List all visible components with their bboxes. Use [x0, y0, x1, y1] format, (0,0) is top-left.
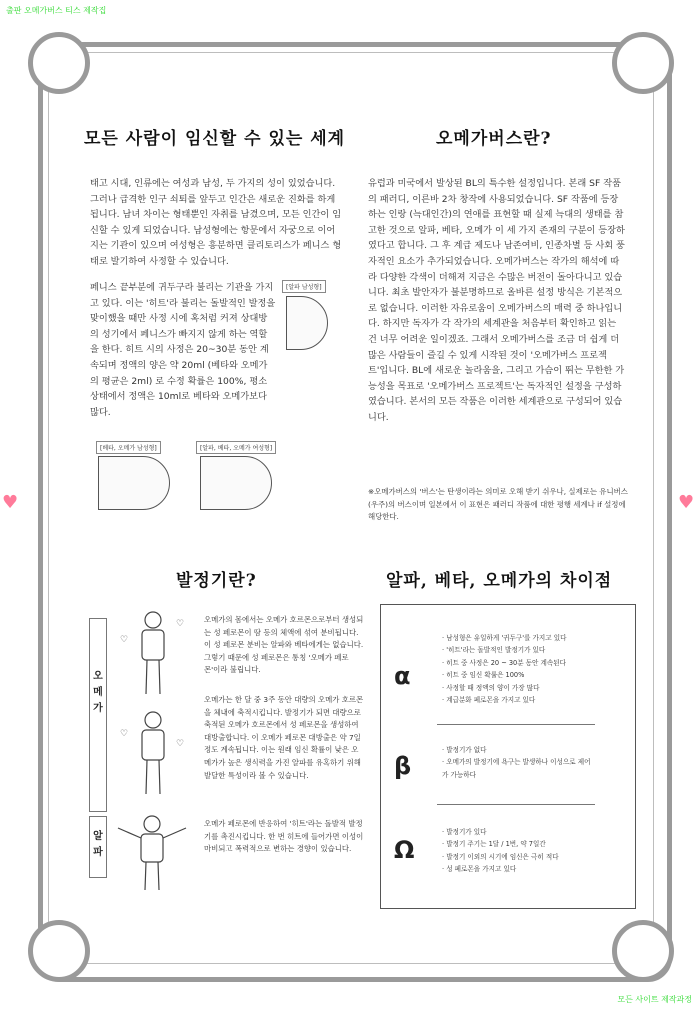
heat-paragraph-3: 오메가 페로몬에 반응하여 '히트'라는 돌발적 발정기를 촉진시킵니다. 한 번 히트에 들어가면 이성이 마비되고 폭력적으로 변하는 경향이 있습니다.	[204, 819, 364, 854]
heart-icon: ♥	[2, 492, 19, 513]
alpha-figure-illustration	[112, 812, 192, 892]
svg-text:♡: ♡	[176, 739, 185, 749]
svg-text:♡: ♡	[120, 729, 129, 739]
section-title-world: 모든 사람이 임신할 수 있는 세계	[84, 129, 346, 149]
corner-curl-icon	[28, 920, 90, 982]
corner-text-bottom: 모든 사이트 제작과정	[617, 995, 692, 1004]
corner-curl-icon	[612, 920, 674, 982]
world-paragraph-1: 태고 시대, 인류에는 여성과 남성, 두 가지의 성이 있었습니다. 그러나 급격한 인구 쇠퇴를 앞두고 인간은 새로운 진화를 하게 됩니다. 남녀 차이는 형태뿐인 자취를 남겼으며, 모든 인간이 임신할 수 있게 되었습니다. 남성형에는 항문에서 자궁으로 이어지는 기관이 있으며 여성형은 흥분하면 클리토리스가 페니스 형태로 발기하여 사정할 수 있습니다.	[90, 178, 342, 267]
beta-symbol: β	[394, 752, 412, 780]
heart-icon: ♥	[678, 492, 695, 513]
caption-female: [알파, 베타, 오메가 여성형]	[196, 441, 276, 454]
list-item: · 성 페로몬을 가지고 있다	[442, 863, 559, 875]
caption-beta-omega-male: [베타, 오메가 남성형]	[96, 441, 161, 454]
alpha-traits-list	[442, 632, 567, 706]
beta-traits-list	[442, 744, 592, 781]
list-item: · 발정기 주기는 1달 / 1번, 약 7일간	[442, 838, 559, 850]
list-item: · 오메가의 발정기에 욕구는 발생하나 이성으로 제어가 가능하다	[442, 756, 592, 781]
omega-figure-illustration	[118, 706, 188, 798]
section-title-omegaverse: 오메가버스란?	[436, 129, 552, 149]
corner-curl-icon	[28, 32, 90, 94]
heat-paragraph-2: 오메가는 한 달 중 3주 동안 대량의 오메가 호르몬을 체내에 축적시킵니다. 발정기가 되면 대량으로 축적된 오메가 호르몬에서 성 페로몬을 생성하여 대방출합니다. 이 오메가 페로몬 대방출은 약 7일 정도 계속됩니다. 이는 원래 임신 확률이 낮은 오메가가 높은 생식력을 가진 알파를 유혹하기 위해 발달한 특성이라 볼 수 있습니다.	[204, 695, 364, 780]
list-item: · '히트'라는 돌발적인 발정기가 있다	[442, 644, 567, 656]
label-omega: 오 메 가	[89, 618, 107, 812]
heat-paragraph-1: 오메가의 몸에서는 오메가 호르몬으로부터 생성되는 성 페로몬이 땀 등의 체액에 섞여 분비됩니다. 이 성 페로몬 분비는 알파와 베타에게는 없습니다. 그렇기 때문에 성 페로몬은 통칭 '오메가 페로몬'이라 불립니다.	[204, 615, 364, 675]
alpha-symbol: α	[394, 662, 411, 690]
list-item: · 발정기가 없다	[442, 744, 592, 756]
list-item: · 계급분화 페로몬을 가지고 있다	[442, 694, 567, 706]
divider	[437, 804, 595, 805]
list-item: · 발정기가 있다	[442, 826, 559, 838]
omega-traits-list	[442, 826, 559, 876]
list-item: · 발정기 이외의 시기에 임신은 극히 적다	[442, 851, 559, 863]
list-item: · 히트 중 임신 확률은 100%	[442, 669, 567, 681]
caption-alpha-male: [알파 남성형]	[282, 280, 326, 293]
svg-text:♡: ♡	[120, 635, 129, 645]
list-item: · 남성형은 유일하게 '귀두구'를 가지고 있다	[442, 632, 567, 644]
corner-text-top: 출판 오메가버스 티스 제작집	[6, 6, 107, 15]
omega-symbol: Ω	[394, 836, 415, 864]
section-title-heat: 발정기란?	[176, 571, 257, 591]
divider	[437, 724, 595, 725]
corner-curl-icon	[612, 32, 674, 94]
label-alpha: 알 파	[89, 816, 107, 878]
world-paragraph-2: 페니스 끝부분에 귀두구라 불리는 기관을 가지고 있다. 이는 '히트'라 불리는 돌발적인 발정을 맞이했을 때만 사정 시에 혹처럼 커져 상대방의 성기에서 페니스가 빠지지 않게 하는 역할을 한다. 히트 시의 사정은 20~30분 동안 계속되며 정액의 양은 약 20ml (베타와 오메가의 평균은 2ml) 로 수정 확률은 100%, 평소 상태에서 정액은 10ml로 베타와 오메가보다 많다.	[90, 282, 276, 418]
list-item: · 히트 중 사정은 20 ~ 30분 동안 계속된다	[442, 657, 567, 669]
omegaverse-paragraph: 유럽과 미국에서 발상된 BL의 특수한 설정입니다. 본래 SF 작품의 패러디, 이른바 2차 창작에 사용되었습니다. SF 작품에 등장하는 인랑 (늑대인간)의 연애를 표현할 때 실제 늑대의 생태를 참고한 것으로 알파, 베타, 오메가 이 세 가지 존재의 구분이 등장하였다고 합니다. 그 후 계급 제도나 남존여비, 인종차별 등 사회 풍자적인 요소가 추가되었습니다. 오메가버스는 작가의 해석에 따라 다양한 각색이 더해져 지금은 수많은 버전이 돌아다니고 있습니다. 최초 발안자가 불분명하므로 올바른 설정 방식은 기본적으로 없습니다. 이러한 자유로움이 오메가버스의 매력 중 하나입니다. 하지만 독자가 각 작가의 세계관을 처음부터 확인하고 읽는 건 너무 어려운 일이겠죠. 그래서 오메가버스를 조금 더 쉽게 더 많은 사람들이 즐길 수 있게 시작된 것이 '오메가버스 프로젝트'입니다. BL에 새로운 놀라움을, 그리고 가슴이 뛰는 무한한 가능성을 목표로 '오메가버스 프로젝트'는 독자적인 설정을 구성하였습니다. 본서의 모든 작품은 이러한 세계관으로 구성되어 있습니다.	[368, 178, 625, 423]
omegaverse-note: ※오메가버스의 '버스'는 탄생이라는 의미로 오해 받기 쉬우나, 실제로는 유니버스(우주)의 버스이며 일본에서 이 표현은 패러디 작품에 대한 평행 세계나 if 설정에 해당한다.	[368, 487, 628, 522]
anatomy-illustration-female	[200, 456, 272, 510]
svg-text:♡: ♡	[176, 619, 185, 629]
list-item: · 사정할 때 정액의 양이 가장 많다	[442, 682, 567, 694]
omega-figure-illustration	[118, 606, 188, 698]
section-title-differences: 알파, 베타, 오메가의 차이점	[386, 571, 613, 591]
anatomy-illustration-male	[98, 456, 170, 510]
